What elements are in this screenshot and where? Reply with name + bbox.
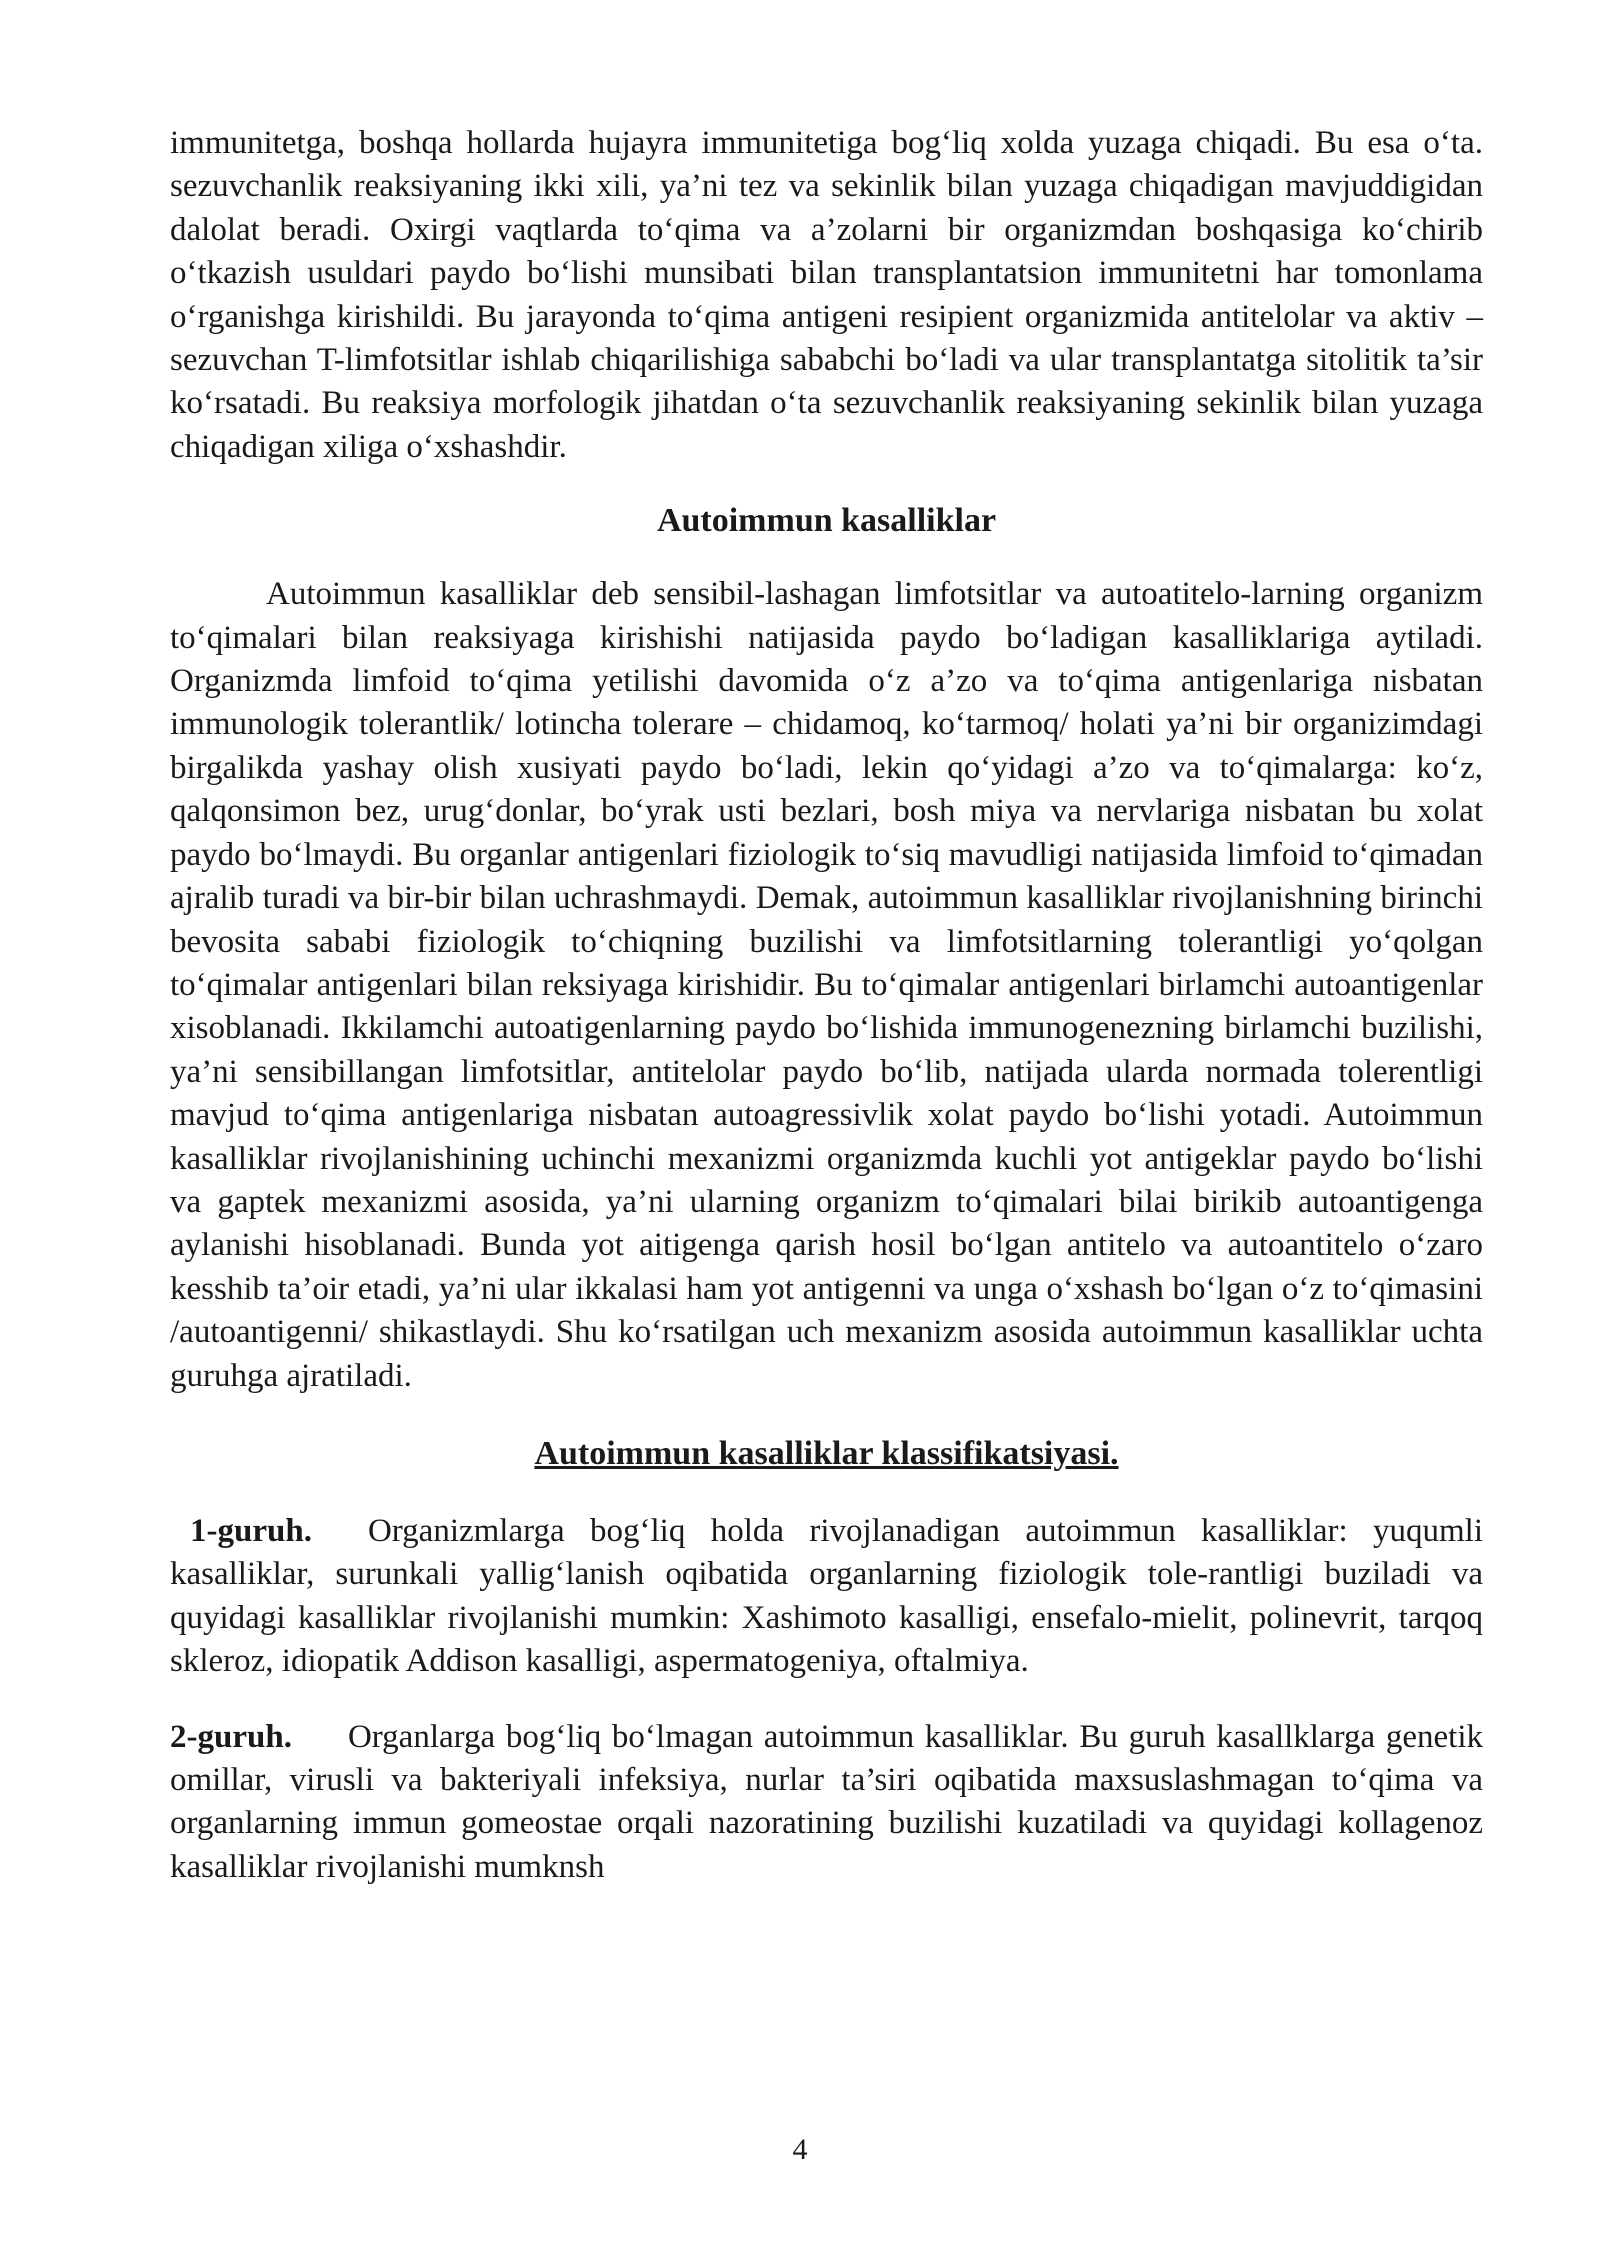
group-2-label: 2-guruh. <box>170 1718 292 1755</box>
group-2-paragraph <box>170 1716 1483 1890</box>
intro-paragraph: immunitetga, boshqa hollarda hujayra immunitetiga bog‘liq xolda yuzaga chiqadi. Bu esa o‘ta. sezuvchanlik reaksiyaning ikki xili, ya’ni tez va sekinlik bilan yuzaga chiqadigan mavjuddigidan dalolat beradi. Oxirgi vaqtlarda to‘qima va a’zolarni bir organizmdan boshqasiga ko‘chirib o‘tkazish usuldari paydo bo‘lishi munsibati bilan transplantatsion immunitetni har tomonlama o‘rganishga kirishildi. Bu jarayonda to‘qima antigeni resipient organizmida antitelolar va aktiv –sezuvchan T-limfotsitlar ishlab chiqarilishiga sababchi bo‘ladi va ular transplantatga sitolitik ta’sir ko‘rsatadi. Bu reaksiya morfologik jihatdan o‘ta sezuvchanlik reaksiyaning sekinlik bilan yuzaga chiqadigan xiliga o‘xshashdir. <box>170 125 1483 465</box>
page-number: 4 <box>792 2133 808 2166</box>
group-1-text: Organizmlarga bog‘liq holda rivojlanadigan autoimmun kasalliklar: yuqumli kasalliklar, surunkali yallig‘lanish oqibatida organlarning fiziologik tole-rantligi buziladi va quyidagi kasalliklar rivojlanishi mumkin: Xashimoto kasalligi, ensefalo-mielit, polinevrit, tarqoq skleroz, idiopatik Addison kasalligi, aspermatogeniya, oftalmiya. <box>170 1512 1483 1680</box>
autoimmune-paragraph: Autoimmun kasalliklar deb sensibil-lashagan limfotsitlar va autoatitelo-larning organizm to‘qimalari bilan reaksiyaga kirishishi natijasida paydo bo‘ladigan kasalliklariga aytiladi. Organizmda limfoid to‘qima yetilishi davomida o‘z a’zo va to‘qima antigenlariga nisbatan immunologik tolerantlik/ lotincha tolerare – chidamoq, ko‘tarmoq/ holati ya’ni bir organizimdagi birgalikda yashay olish xusiyati paydo bo‘ladi, lekin qo‘yidagi a’zo va to‘qimalarga: ko‘z, qalqonsimon bez, urug‘donlar, bo‘yrak usti bezlari, bosh miya va nervlariga nisbatan bu xolat paydo bo‘lmaydi. Bu organlar antigenlari fiziologik to‘siq mavudligi natijasida limfoid to‘qimadan ajralib turadi va bir-bir bilan uchrashmaydi. Demak, autoimmun kasalliklar rivojlanishning birinchi bevosita sababi fiziologik to‘chiqning buzilishi va limfotsitlarning tolerantligi yo‘qolgan to‘qimalar antigenlari bilan reksiyaga kirishidir. Bu to‘qimalar antigenlari birlamchi autoantigenlar xisoblanadi. Ikkilamchi autoatigenlarning paydo bo‘lishida immunogenezning birlamchi buzilishi, ya’ni sensibillangan limfotsitlar, antitelolar paydo bo‘lib, natijada ularda normada tolerentligi mavjud to‘qima antigenlariga nisbatan autoagressivlik xolat paydo bo‘lishi yotadi. Autoimmun kasalliklar rivojlanishining uchinchi mexanizmi organizmda kuchli yot antigeklar paydo bo‘lishi va gaptek mexanizmi asosida, ya’ni ularning organizm to‘qimalari bilai birikib autoantigenga aylanishi hisoblanadi. Bunda yot aitigenga qarish hosil bo‘lgan antitelo va autoantitelo o‘zaro kesshib ta’oir etadi, ya’ni ular ikkalasi ham yot antigenni va unga o‘xshash bo‘lgan o‘z to‘qimasini /autoantigenni/ shikastlaydi. Shu ko‘rsatilgan uch mexanizm asosida autoimmun kasalliklar uchta guruhga ajratiladi. <box>170 576 1483 1394</box>
section-heading-classification: Autoimmun kasalliklar klassifikatsiyasi. <box>534 1434 1119 1472</box>
group-2-text: Organlarga bog‘liq bo‘lmagan autoimmun kasalliklar. Bu guruh kasallklarga genetik omillar, virusli va bakteriyali infeksiya, nurlar ta’siri oqibatida maxsuslashmagan to‘qima va organlarning immun gomeostae orqali nazoratining buzilishi kuzatiladi va quyidagi kollagenoz kasalliklar rivojlanishi mumknsh <box>170 1718 1483 1885</box>
section-heading-autoimmune: Autoimmun kasalliklar <box>656 502 997 540</box>
group-1-label: 1-guruh. <box>190 1512 312 1549</box>
document-page <box>170 122 1483 1921</box>
group-1-paragraph <box>170 1510 1483 1684</box>
